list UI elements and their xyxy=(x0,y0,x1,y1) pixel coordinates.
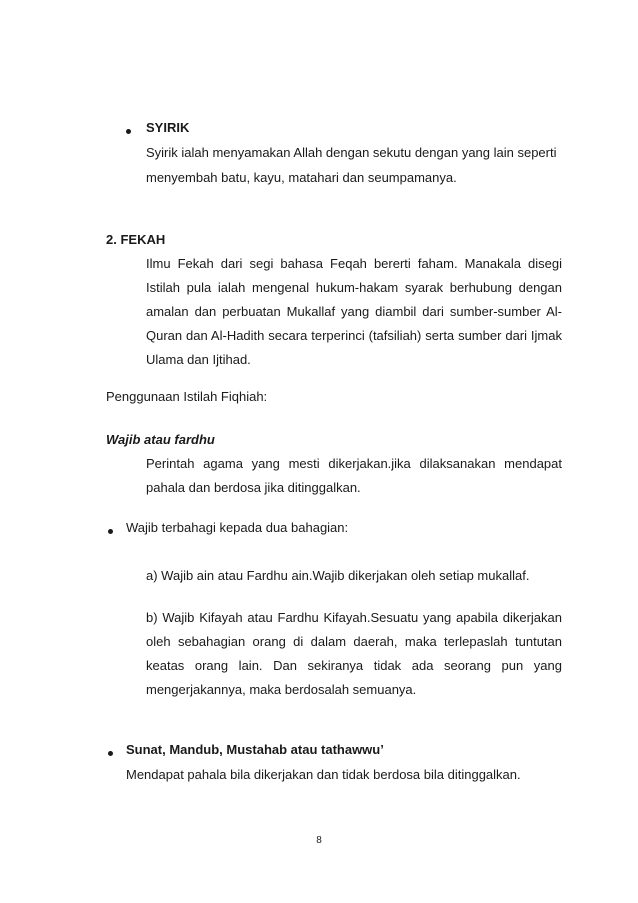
wajib-terbahagi: Wajib terbahagi kepada dua bahagian: xyxy=(126,520,349,535)
fekah-line-2: Istilah pula ialah mengenal hukum-hakam syarak berhubung dengan xyxy=(146,280,562,295)
item-b-line-4: mengerjakannya, maka berdosalah semuanya. xyxy=(146,682,417,697)
fekah-heading: 2. FEKAH xyxy=(106,232,166,247)
item-b-line-1: b) Wajib Kifayah atau Fardhu Kifayah.Sesuatu yang apabila dikerjakan xyxy=(146,610,562,625)
bullet-icon xyxy=(108,751,113,756)
fekah-line-1: Ilmu Fekah dari segi bahasa Feqah bererti faham. Manakala disegi xyxy=(146,256,562,271)
penggunaan-istilah: Penggunaan Istilah Fiqhiah: xyxy=(106,389,268,404)
wajib-line-2: pahala dan berdosa jika ditinggalkan. xyxy=(146,480,361,495)
sunat-line: Mendapat pahala bila dikerjakan dan tidak berdosa bila ditinggalkan. xyxy=(126,767,521,782)
wajib-line-1: Perintah agama yang mesti dikerjakan.jika dilaksanakan mendapat xyxy=(146,456,562,471)
syirik-line-1: Syirik ialah menyamakan Allah dengan sekutu dengan yang lain seperti xyxy=(146,145,557,160)
bullet-icon xyxy=(126,129,131,134)
syirik-line-2: menyembah batu, kayu, matahari dan seumpamanya. xyxy=(146,170,457,185)
fekah-line-3: amalan dan perbuatan Mukallaf yang diambil dari sumber-sumber Al- xyxy=(146,304,562,319)
sunat-heading: Sunat, Mandub, Mustahab atau tathawwu’ xyxy=(126,742,384,757)
item-a: a) Wajib ain atau Fardhu ain.Wajib dikerjakan oleh setiap mukallaf. xyxy=(146,568,530,583)
syirik-heading: SYIRIK xyxy=(146,120,190,135)
item-b-line-2: oleh sebahagian orang di dalam daerah, maka terlepaslah tuntutan xyxy=(146,634,562,649)
page-number: 8 xyxy=(316,835,322,846)
bullet-icon xyxy=(108,529,113,534)
item-b-line-3: keatas orang lain. Dan sekiranya tidak ada seorang pun yang xyxy=(146,658,562,673)
fekah-line-4: Quran dan Al-Hadith secara terperinci (tafsiliah) serta sumber dari Ijmak xyxy=(146,328,562,343)
fekah-line-5: Ulama dan Ijtihad. xyxy=(146,352,251,367)
wajib-heading: Wajib atau fardhu xyxy=(106,432,215,447)
